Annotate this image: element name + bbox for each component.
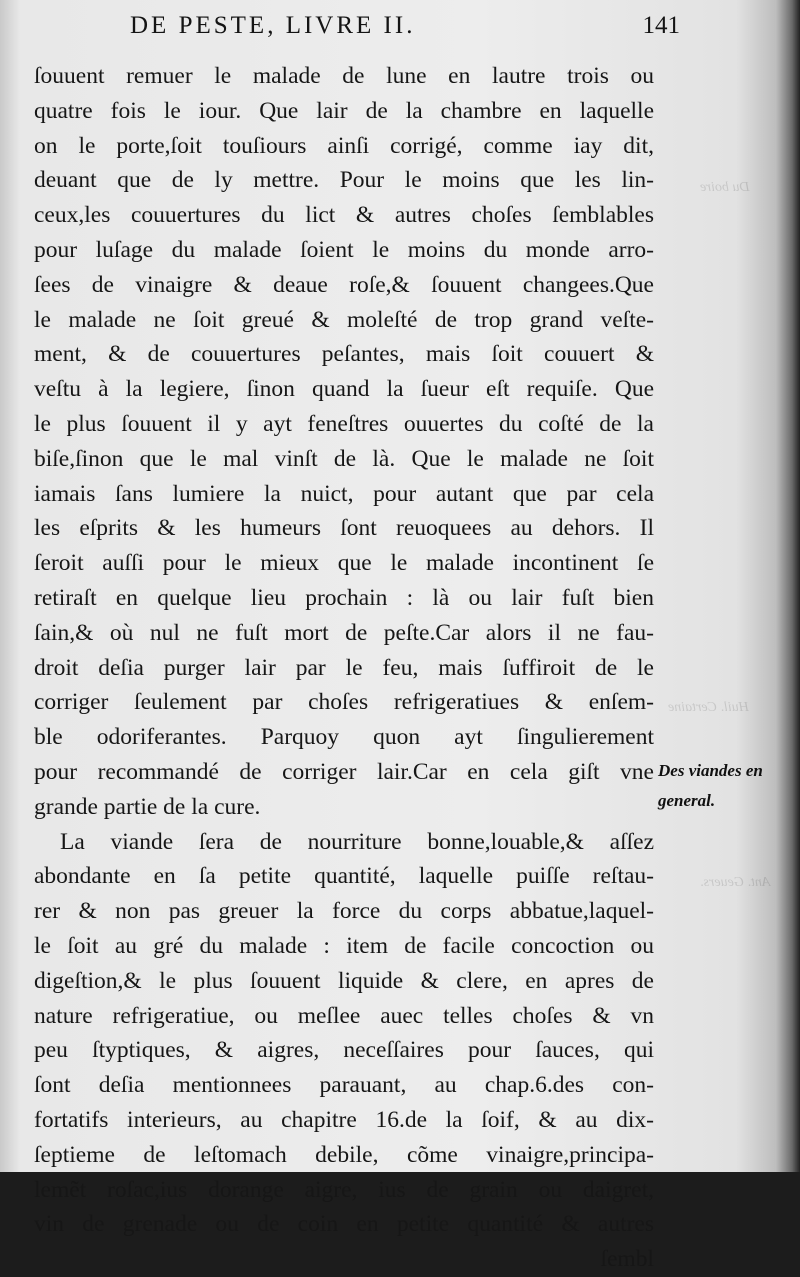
- catchword: ſembl: [600, 1246, 654, 1273]
- bleed-through-text: Huil. Certaine: [668, 700, 749, 715]
- page-number: 141: [642, 12, 680, 39]
- text-line: ſain,& où nul ne fuſt mort de peſte.Car alors il ne fau-: [34, 619, 654, 646]
- text-line: abondante en ſa petite quantité, laquelle puiſſe reſtau-: [34, 863, 654, 890]
- text-line: nature refrigeratiue, ou meſlee auec telles choſes & vn: [34, 1002, 654, 1029]
- main-text: [34, 59, 654, 1277]
- running-head: [130, 12, 690, 48]
- text-line: ſees de vinaigre & deaue roſe,& ſouuent changees.Que: [34, 271, 654, 298]
- text-line: ſeptieme de leſtomach debile, cõme vinaigre,principa-: [34, 1141, 654, 1168]
- text-line: ſeroit auſſi pour le mieux que le malade incontinent ſe: [34, 550, 654, 577]
- text-line: le malade ne ſoit greué & moleſté de trop grand veſte-: [34, 306, 654, 333]
- running-title: DE PESTE, LIVRE II.: [130, 12, 416, 39]
- margin-note: Des viandes en general.: [658, 761, 763, 810]
- text-line: droit deſia purger lair par le feu, mais ſuffiroit de le: [34, 654, 654, 681]
- text-line: on le porte,ſoit touſiours ainſi corrigé, comme iay dit,: [34, 132, 654, 159]
- text-line: grande partie de la cure.: [34, 793, 261, 820]
- text-line: ment, & de couuertures peſantes, mais ſoit couuert &: [34, 341, 654, 368]
- text-line: fortatifs interieurs, au chapitre 16.de la ſoif, & au dix-: [34, 1106, 654, 1133]
- bleed-through-text: Du boire: [700, 180, 750, 195]
- text-line: retiraſt en quelque lieu prochain : là ou lair fuſt bien: [34, 584, 654, 611]
- text-line: le plus ſouuent il y ayt feneſtres ouuertes du coſté de la: [34, 410, 654, 437]
- text-line: pour recommandé de corriger lair.Car en cela giſt vne: [34, 758, 654, 785]
- text-line: peu ſtyptiques, & aigres, neceſſaires pour ſauces, qui: [34, 1037, 654, 1064]
- text-line: ſouuent remuer le malade de lune en lautre trois ou: [34, 63, 654, 89]
- text-line: biſe,ſinon que le mal vinſt de là. Que le malade ne ſoit: [34, 445, 654, 472]
- text-line: lemẽt roſac,ius dorange aigre, ius de grain ou daigret,: [34, 1176, 654, 1203]
- text-line: veſtu à la legiere, ſinon quand la ſueur eſt requiſe. Que: [34, 376, 654, 403]
- text-line: pour luſage du malade ſoient le moins du monde arro-: [34, 236, 654, 263]
- text-line: quatre fois le iour. Que lair de la chambre en laquelle: [34, 97, 654, 124]
- paragraph-first-line: La viande ſera de nourriture bonne,louable,& aſſez: [60, 828, 654, 855]
- text-line: ſont deſia mentionnees parauant, au chap.6.des con-: [34, 1072, 654, 1099]
- text-line: le ſoit au gré du malade : item de facile concoction ou: [34, 932, 654, 959]
- text-line: vin de grenade ou de coin en petite quantité & autres: [34, 1211, 654, 1238]
- text-line: iamais ſans lumiere la nuict, pour autant que par cela: [34, 480, 654, 507]
- text-line: corriger ſeulement par choſes refrigeratiues & enſem-: [34, 689, 654, 716]
- bleed-through-text: Ant. Geuers.: [700, 875, 771, 890]
- text-line: les eſprits & les humeurs ſont reuoquees au dehors. Il: [34, 515, 654, 542]
- text-line: ble odoriferantes. Parquoy quon ayt ſingulierement: [34, 724, 654, 751]
- text-line: rer & non pas greuer la force du corps abbatue,laquel-: [34, 898, 654, 925]
- text-line: deuant que de ly mettre. Pour le moins que les lin-: [34, 167, 654, 194]
- text-line: ceux,les couuertures du lict & autres choſes ſemblables: [34, 202, 654, 229]
- text-line: digeſtion,& le plus ſouuent liquide & clere, en apres de: [34, 967, 654, 994]
